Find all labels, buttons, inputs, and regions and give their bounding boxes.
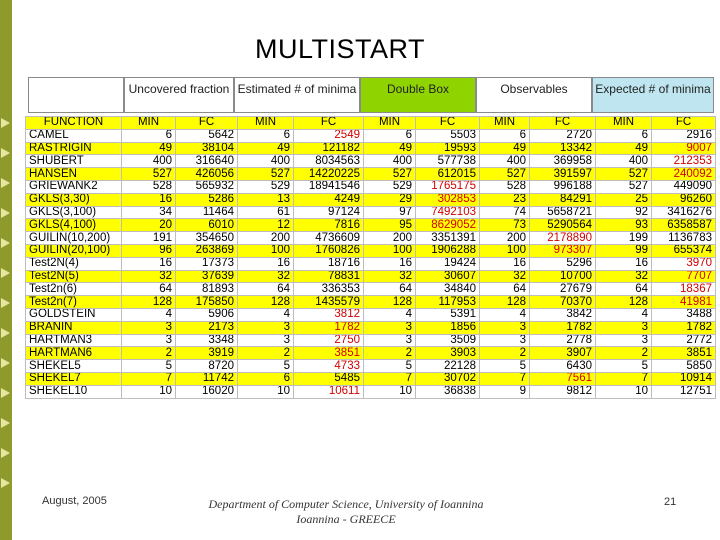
value-cell: 4 (238, 308, 294, 321)
bullet-arrow-icon (1, 388, 10, 398)
value-cell: 426056 (176, 168, 238, 181)
value-cell: 7561 (530, 372, 596, 385)
value-cell: 2 (480, 347, 530, 360)
bullet-arrow-icon (1, 238, 10, 248)
value-cell: 9812 (530, 385, 596, 398)
value-cell: 30702 (416, 372, 480, 385)
value-cell: 36838 (416, 385, 480, 398)
column-header: FUNCTION (26, 117, 122, 130)
table-row (26, 385, 716, 398)
value-cell: 73 (480, 219, 530, 232)
value-cell: 3907 (530, 347, 596, 360)
value-cell: 11464 (176, 206, 238, 219)
value-cell: 22128 (416, 360, 480, 373)
value-cell: 5 (122, 360, 176, 373)
value-cell: 7492103 (416, 206, 480, 219)
value-cell: 316640 (176, 155, 238, 168)
table-row (26, 360, 716, 373)
value-cell: 18941546 (294, 180, 364, 193)
table-row (26, 296, 716, 309)
table-body (26, 129, 716, 398)
value-cell: 128 (596, 296, 652, 309)
value-cell: 11742 (176, 372, 238, 385)
value-cell: 3416276 (652, 206, 716, 219)
table-row (26, 321, 716, 334)
value-cell: 41981 (652, 296, 716, 309)
value-cell: 30607 (416, 270, 480, 283)
value-cell: 64 (480, 283, 530, 296)
value-cell: 7707 (652, 270, 716, 283)
value-cell: 1435579 (294, 296, 364, 309)
value-cell: 64 (596, 283, 652, 296)
value-cell: 5391 (416, 308, 480, 321)
value-cell: 99 (596, 244, 652, 257)
value-cell: 10 (122, 385, 176, 398)
table-row (26, 270, 716, 283)
value-cell: 18716 (294, 257, 364, 270)
value-cell: 200 (480, 232, 530, 245)
value-cell: 12 (238, 219, 294, 232)
value-cell: 5642 (176, 129, 238, 142)
bullet-arrow-icon (1, 208, 10, 218)
value-cell: 5 (238, 360, 294, 373)
value-cell: 1782 (294, 321, 364, 334)
value-cell: 117953 (416, 296, 480, 309)
header-box-double-box: Double Box (360, 77, 476, 113)
value-cell: 400 (480, 155, 530, 168)
value-cell: 2 (238, 347, 294, 360)
value-cell: 100 (480, 244, 530, 257)
footer-page-number: 21 (664, 496, 677, 508)
value-cell: 528 (480, 180, 530, 193)
value-cell: 34 (122, 206, 176, 219)
value-cell: 7 (122, 372, 176, 385)
value-cell: 3509 (416, 334, 480, 347)
value-cell: 8034563 (294, 155, 364, 168)
table-row (26, 244, 716, 257)
value-cell: 5503 (416, 129, 480, 142)
value-cell: 527 (364, 168, 416, 181)
value-cell: 3 (480, 321, 530, 334)
header-box-estimated-minima: Estimated # of minima (234, 77, 360, 113)
value-cell: 391597 (530, 168, 596, 181)
footer-affiliation-line2: Ioannina - GREECE (296, 512, 396, 526)
value-cell: 3 (238, 321, 294, 334)
value-cell: 5485 (294, 372, 364, 385)
value-cell: 23 (480, 193, 530, 206)
value-cell: 3348 (176, 334, 238, 347)
value-cell: 5296 (530, 257, 596, 270)
value-cell: 212353 (652, 155, 716, 168)
value-cell: 70370 (530, 296, 596, 309)
bullet-arrow-icon (1, 268, 10, 278)
table-row (26, 155, 716, 168)
value-cell: 64 (364, 283, 416, 296)
value-cell: 13342 (530, 142, 596, 155)
function-name-cell: SHEKEL10 (26, 385, 122, 398)
value-cell: 2173 (176, 321, 238, 334)
value-cell: 96 (122, 244, 176, 257)
bullet-arrow-icon (1, 358, 10, 368)
function-name-cell: SHEKEL5 (26, 360, 122, 373)
footer-date: August, 2005 (42, 495, 107, 507)
value-cell: 527 (238, 168, 294, 181)
column-header: MIN (480, 117, 530, 130)
value-cell: 1136783 (652, 232, 716, 245)
column-header: FC (176, 117, 238, 130)
value-cell: 37639 (176, 270, 238, 283)
value-cell: 32 (364, 270, 416, 283)
value-cell: 92 (596, 206, 652, 219)
function-name-cell: GKLS(4,100) (26, 219, 122, 232)
value-cell: 191 (122, 232, 176, 245)
function-name-cell: HANSEN (26, 168, 122, 181)
value-cell: 3 (596, 334, 652, 347)
table-row (26, 347, 716, 360)
value-cell: 18367 (652, 283, 716, 296)
table-row (26, 193, 716, 206)
bullet-arrow-icon (1, 298, 10, 308)
value-cell: 97 (364, 206, 416, 219)
function-name-cell: HARTMAN3 (26, 334, 122, 347)
value-cell: 100 (364, 244, 416, 257)
value-cell: 2 (364, 347, 416, 360)
table-row (26, 257, 716, 270)
value-cell: 128 (480, 296, 530, 309)
value-cell: 263869 (176, 244, 238, 257)
value-cell: 2916 (652, 129, 716, 142)
value-cell: 19424 (416, 257, 480, 270)
value-cell: 49 (238, 142, 294, 155)
value-cell: 10 (596, 385, 652, 398)
value-cell: 3351391 (416, 232, 480, 245)
value-cell: 16 (480, 257, 530, 270)
value-cell: 200 (364, 232, 416, 245)
value-cell: 25 (596, 193, 652, 206)
value-cell: 3842 (530, 308, 596, 321)
function-name-cell: BRANIN (26, 321, 122, 334)
value-cell: 9 (480, 385, 530, 398)
results-table (25, 116, 716, 399)
value-cell: 3 (364, 321, 416, 334)
column-header: MIN (122, 117, 176, 130)
value-cell: 4733 (294, 360, 364, 373)
value-cell: 4736609 (294, 232, 364, 245)
value-cell: 49 (596, 142, 652, 155)
value-cell: 96260 (652, 193, 716, 206)
value-cell: 49 (122, 142, 176, 155)
value-cell: 64 (238, 283, 294, 296)
value-cell: 6430 (530, 360, 596, 373)
value-cell: 49 (364, 142, 416, 155)
value-cell: 100 (238, 244, 294, 257)
value-cell: 5850 (652, 360, 716, 373)
value-cell: 10914 (652, 372, 716, 385)
value-cell: 32 (238, 270, 294, 283)
value-cell: 612015 (416, 168, 480, 181)
value-cell: 6 (596, 129, 652, 142)
value-cell: 128 (238, 296, 294, 309)
bullet-arrow-icon (1, 418, 10, 428)
value-cell: 3 (480, 334, 530, 347)
value-cell: 527 (596, 180, 652, 193)
function-name-cell: Test2N(4) (26, 257, 122, 270)
value-cell: 2 (122, 347, 176, 360)
value-cell: 5286 (176, 193, 238, 206)
table-row (26, 283, 716, 296)
bullet-arrow-icon (1, 478, 10, 488)
value-cell: 3 (596, 321, 652, 334)
value-cell: 973307 (530, 244, 596, 257)
value-cell: 2 (596, 347, 652, 360)
value-cell: 78831 (294, 270, 364, 283)
function-name-cell: GOLDSTEIN (26, 308, 122, 321)
value-cell: 527 (480, 168, 530, 181)
value-cell: 4 (596, 308, 652, 321)
value-cell: 38104 (176, 142, 238, 155)
slide-bullets (0, 0, 12, 540)
value-cell: 400 (122, 155, 176, 168)
value-cell: 1760826 (294, 244, 364, 257)
value-cell: 529 (364, 180, 416, 193)
value-cell: 16 (364, 257, 416, 270)
value-cell: 1906288 (416, 244, 480, 257)
value-cell: 74 (480, 206, 530, 219)
value-cell: 2772 (652, 334, 716, 347)
value-cell: 7 (364, 372, 416, 385)
value-cell: 29 (364, 193, 416, 206)
value-cell: 16 (596, 257, 652, 270)
value-cell: 2549 (294, 129, 364, 142)
value-cell: 3919 (176, 347, 238, 360)
value-cell: 5906 (176, 308, 238, 321)
value-cell: 10 (364, 385, 416, 398)
table-row (26, 372, 716, 385)
table-row (26, 129, 716, 142)
table-row (26, 334, 716, 347)
value-cell: 199 (596, 232, 652, 245)
header-box-blank (28, 77, 124, 113)
table-row (26, 308, 716, 321)
value-cell: 2750 (294, 334, 364, 347)
column-header: FC (530, 117, 596, 130)
value-cell: 16 (122, 193, 176, 206)
value-cell: 2178890 (530, 232, 596, 245)
column-header: FC (294, 117, 364, 130)
value-cell: 4 (364, 308, 416, 321)
value-cell: 400 (364, 155, 416, 168)
bullet-arrow-icon (1, 178, 10, 188)
function-name-cell: SHEKEL7 (26, 372, 122, 385)
function-name-cell: GKLS(3,30) (26, 193, 122, 206)
value-cell: 3903 (416, 347, 480, 360)
value-cell: 128 (364, 296, 416, 309)
value-cell: 996188 (530, 180, 596, 193)
value-cell: 3488 (652, 308, 716, 321)
value-cell: 10 (238, 385, 294, 398)
value-cell: 95 (364, 219, 416, 232)
value-cell: 175850 (176, 296, 238, 309)
table-row (26, 168, 716, 181)
value-cell: 64 (122, 283, 176, 296)
value-cell: 2778 (530, 334, 596, 347)
value-cell: 6 (238, 372, 294, 385)
column-header: MIN (596, 117, 652, 130)
function-name-cell: Test2n(7) (26, 296, 122, 309)
value-cell: 5 (596, 360, 652, 373)
value-cell: 16 (238, 257, 294, 270)
value-cell: 27679 (530, 283, 596, 296)
value-cell: 16 (122, 257, 176, 270)
value-cell: 17373 (176, 257, 238, 270)
value-cell: 655374 (652, 244, 716, 257)
footer-affiliation (186, 497, 506, 527)
footer-affiliation-line1: Department of Computer Science, University of Ioannina (208, 497, 484, 511)
value-cell: 400 (596, 155, 652, 168)
function-name-cell: GUILIN(20,100) (26, 244, 122, 257)
bullet-arrow-icon (1, 148, 10, 158)
value-cell: 1856 (416, 321, 480, 334)
header-box-uncovered-fraction: Uncovered fraction (124, 77, 234, 113)
value-cell: 6 (364, 129, 416, 142)
value-cell: 3 (238, 334, 294, 347)
value-cell: 200 (238, 232, 294, 245)
value-cell: 5 (364, 360, 416, 373)
value-cell: 4249 (294, 193, 364, 206)
value-cell: 32 (480, 270, 530, 283)
column-header: FC (416, 117, 480, 130)
function-name-cell: HARTMAN6 (26, 347, 122, 360)
bullet-arrow-icon (1, 328, 10, 338)
value-cell: 93 (596, 219, 652, 232)
value-cell: 14220225 (294, 168, 364, 181)
value-cell: 3 (364, 334, 416, 347)
function-name-cell: Test2n(6) (26, 283, 122, 296)
table-row (26, 142, 716, 155)
value-cell: 121182 (294, 142, 364, 155)
method-header-row (28, 77, 714, 113)
function-name-cell: GRIEWANK2 (26, 180, 122, 193)
value-cell: 3970 (652, 257, 716, 270)
value-cell: 529 (238, 180, 294, 193)
value-cell: 13 (238, 193, 294, 206)
value-cell: 565932 (176, 180, 238, 193)
value-cell: 577738 (416, 155, 480, 168)
value-cell: 6010 (176, 219, 238, 232)
function-name-cell: GUILIN(10,200) (26, 232, 122, 245)
value-cell: 9007 (652, 142, 716, 155)
value-cell: 449090 (652, 180, 716, 193)
value-cell: 400 (238, 155, 294, 168)
value-cell: 240092 (652, 168, 716, 181)
value-cell: 12751 (652, 385, 716, 398)
value-cell: 61 (238, 206, 294, 219)
value-cell: 3 (122, 334, 176, 347)
value-cell: 5290564 (530, 219, 596, 232)
value-cell: 16020 (176, 385, 238, 398)
value-cell: 10700 (530, 270, 596, 283)
value-cell: 7 (596, 372, 652, 385)
value-cell: 97124 (294, 206, 364, 219)
value-cell: 3 (122, 321, 176, 334)
value-cell: 32 (596, 270, 652, 283)
value-cell: 84291 (530, 193, 596, 206)
value-cell: 49 (480, 142, 530, 155)
value-cell: 4 (122, 308, 176, 321)
value-cell: 20 (122, 219, 176, 232)
slide-title: MULTISTART (254, 34, 425, 64)
column-header: MIN (238, 117, 294, 130)
value-cell: 527 (122, 168, 176, 181)
value-cell: 3851 (294, 347, 364, 360)
value-cell: 3812 (294, 308, 364, 321)
value-cell: 527 (596, 168, 652, 181)
bullet-arrow-icon (1, 448, 10, 458)
bullet-arrow-icon (1, 118, 10, 128)
value-cell: 1765175 (416, 180, 480, 193)
value-cell: 19593 (416, 142, 480, 155)
value-cell: 8720 (176, 360, 238, 373)
value-cell: 5658721 (530, 206, 596, 219)
value-cell: 34840 (416, 283, 480, 296)
value-cell: 528 (122, 180, 176, 193)
function-name-cell: CAMEL (26, 129, 122, 142)
value-cell: 128 (122, 296, 176, 309)
value-cell: 302853 (416, 193, 480, 206)
value-cell: 2720 (530, 129, 596, 142)
value-cell: 7 (480, 372, 530, 385)
value-cell: 4 (480, 308, 530, 321)
header-box-expected-minima: Expected # of minima (592, 77, 714, 113)
value-cell: 6 (238, 129, 294, 142)
table-row (26, 206, 716, 219)
value-cell: 32 (122, 270, 176, 283)
value-cell: 354650 (176, 232, 238, 245)
column-header: FC (652, 117, 716, 130)
value-cell: 1782 (652, 321, 716, 334)
table-row (26, 232, 716, 245)
function-name-cell: RASTRIGIN (26, 142, 122, 155)
function-name-cell: SHUBERT (26, 155, 122, 168)
value-cell: 81893 (176, 283, 238, 296)
value-cell: 369958 (530, 155, 596, 168)
value-cell: 7816 (294, 219, 364, 232)
value-cell: 5 (480, 360, 530, 373)
value-cell: 8629052 (416, 219, 480, 232)
value-cell: 6358587 (652, 219, 716, 232)
value-cell: 3851 (652, 347, 716, 360)
value-cell: 336353 (294, 283, 364, 296)
table-header-row (26, 117, 716, 130)
table-row (26, 180, 716, 193)
value-cell: 1782 (530, 321, 596, 334)
value-cell: 6 (480, 129, 530, 142)
table-row (26, 219, 716, 232)
value-cell: 10611 (294, 385, 364, 398)
value-cell: 6 (122, 129, 176, 142)
header-box-observables: Observables (476, 77, 592, 113)
function-name-cell: Test2N(5) (26, 270, 122, 283)
column-header: MIN (364, 117, 416, 130)
function-name-cell: GKLS(3,100) (26, 206, 122, 219)
